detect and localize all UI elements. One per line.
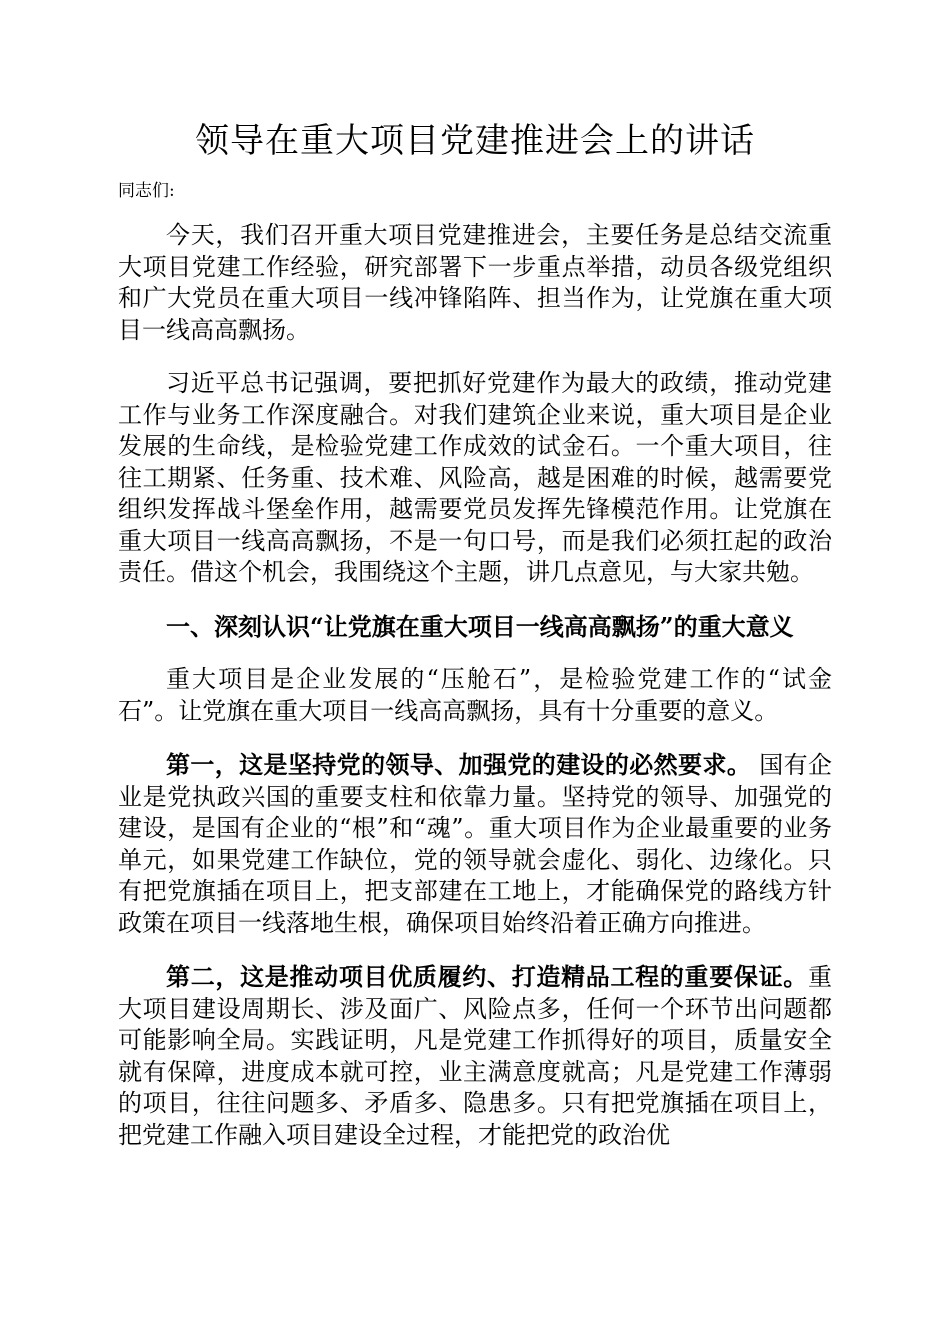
paragraph-point-1 <box>118 749 832 939</box>
point-2-lead: 第二，这是推动项目优质履约、打造精品工程的重要保证。 <box>166 962 808 991</box>
paragraph-background: 习近平总书记强调，要把抓好党建作为最大的政绩，推动党建工作与业务工作深度融合。对我们建筑企业来说，重大项目是企业发展的生命线，是检验党建工作成效的试金石。一个重大项目，往往工期紧、任务重、技术难、风险高，越是困难的时候，越需要党组织发挥战斗堡垒作用，越需要党员发挥先锋模范作用。让党旗在重大项目一线高高飘扬，不是一句口号，而是我们必须扛起的政治责任。借这个机会，我围绕这个主题，讲几点意见，与大家共勉。 <box>118 369 832 586</box>
section-heading-1: 一、深刻认识“让党旗在重大项目一线高高飘扬”的重大意义 <box>166 611 794 641</box>
salutation: 同志们: <box>118 181 175 201</box>
document-page <box>118 118 832 1173</box>
document-title: 领导在重大项目党建推进会上的讲话 <box>195 121 755 161</box>
paragraph-significance: 重大项目是企业发展的“压舱石”，是检验党建工作的“试金石”。让党旗在重大项目一线高高飘扬，具有十分重要的意义。 <box>118 665 832 725</box>
point-1-lead: 第一，这是坚持党的领导、加强党的建设的必然要求。 <box>166 750 752 779</box>
point-1-body: 国有企业是党执政兴国的重要支柱和依靠力量。坚持党的领导、加强党的建设，是国有企业的“根”和“魂”。重大项目作为企业最重要的业务单元，如果党建工作缺位，党的领导就会虚化、弱化、边缘化。只有把党旗插在项目上，把支部建在工地上，才能确保党的路线方针政策在项目一线落地生根，确保项目始终沿着正确方向推进。 <box>118 751 832 937</box>
point-2-body: 重大项目建设周期长、涉及面广、风险点多，任何一个环节出问题都可能影响全局。实践证明，凡是党建工作抓得好的项目，质量安全就有保障，进度成本就可控，业主满意度就高；凡是党建工作薄弱的项目，往往问题多、矛盾多、隐患多。只有把党旗插在项目上，把党建工作融入项目建设全过程，才能把党的政治优 <box>118 963 832 1149</box>
paragraph-point-2 <box>118 961 832 1151</box>
paragraph-intro: 今天，我们召开重大项目党建推进会，主要任务是总结交流重大项目党建工作经验，研究部署下一步重点举措，动员各级党组织和广大党员在重大项目一线冲锋陷阵、担当作为，让党旗在重大项目一线高高飘扬。 <box>118 221 832 344</box>
